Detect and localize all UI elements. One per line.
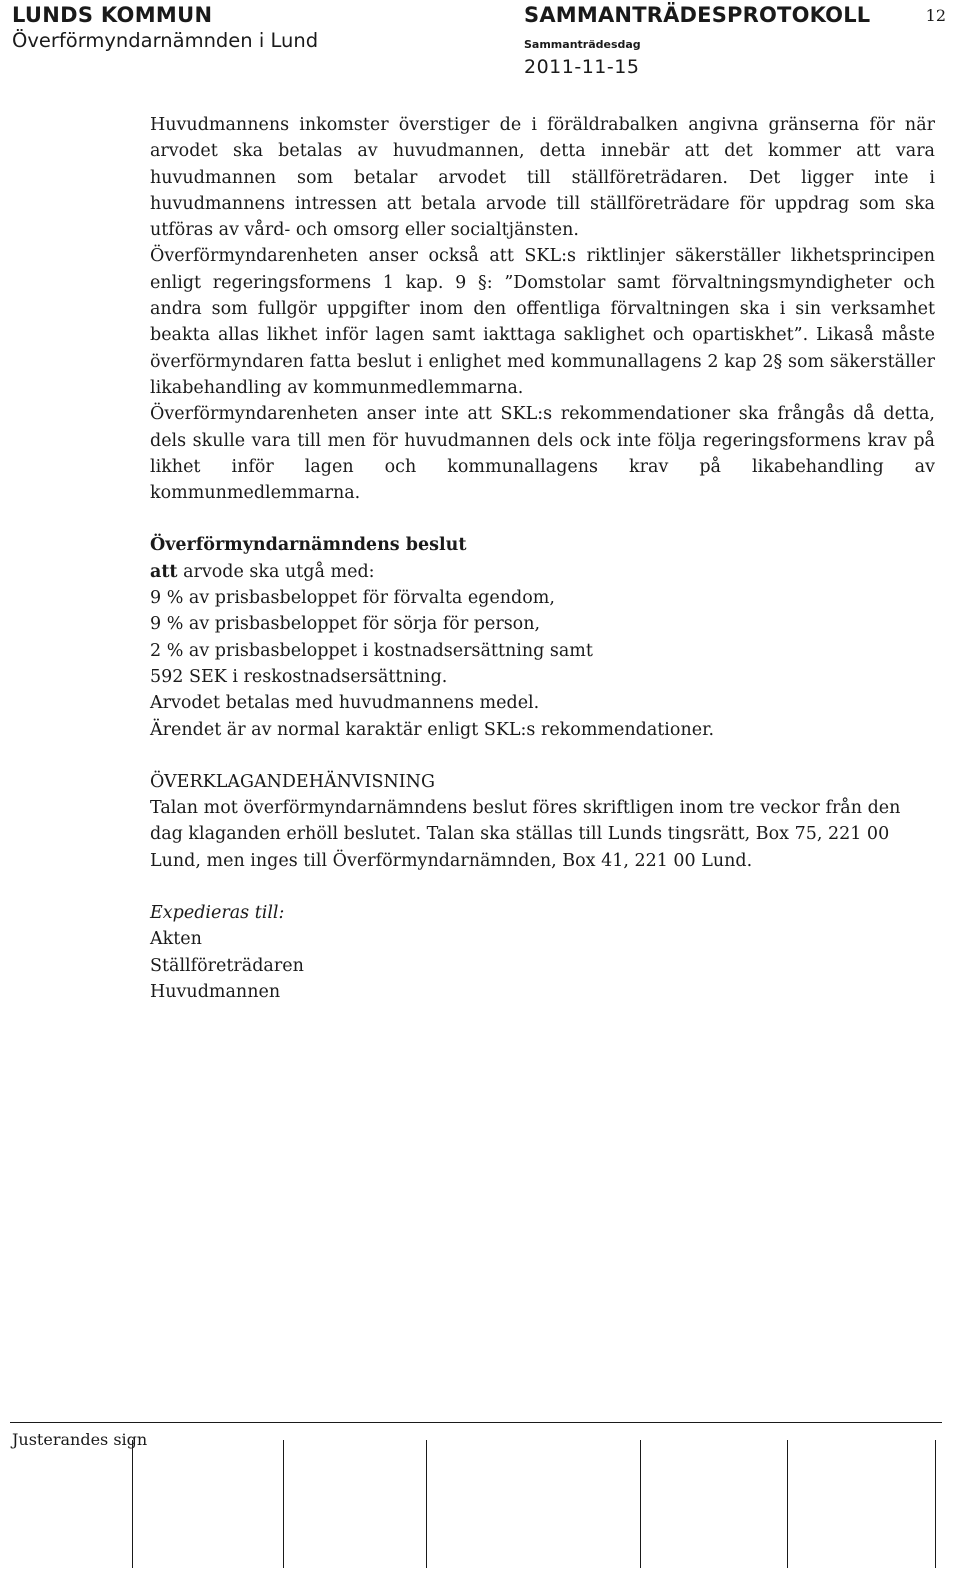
distribution-label: Expedieras till: <box>150 903 285 924</box>
spacer <box>150 874 935 900</box>
document-type: SAMMANTRÄDESPROTOKOLL <box>524 3 871 27</box>
signature-label: Justerandes sign <box>12 1430 148 1449</box>
meeting-date-label: Sammanträdesdag <box>524 38 641 51</box>
att-text: arvode ska utgå med: <box>177 561 375 582</box>
att-keyword: att <box>150 561 178 582</box>
signature-box-divider <box>283 1440 284 1568</box>
distribution-recipient: Akten <box>150 929 202 950</box>
decision-nature: Ärendet är av normal karaktär enligt SKL:s rekommendationer. <box>150 719 715 740</box>
signature-box-divider <box>787 1440 788 1568</box>
decision-item: 9 % av prisbasbeloppet för sörja för person, <box>150 614 541 635</box>
distribution-recipient: Ställföreträdaren <box>150 955 304 976</box>
decision-att-line <box>150 559 935 585</box>
footer-rule <box>10 1422 942 1423</box>
paragraph-income: Huvudmannens inkomster överstiger de i föräldrabalken angivna gränserna för när arvodet ska betalas av huvudmannen, detta innebär att det kommer att vara huvudmannen som betalar arvodet till ställföreträdaren. Det ligger inte i huvudmannens intressen att betala arvode till ställföreträdare för uppdrag som ska utföras av vård- och omsorg eller socialtjänsten. <box>150 115 935 241</box>
signature-box-divider <box>132 1440 133 1568</box>
decision-item: 592 SEK i reskostnadsersättning. <box>150 666 448 687</box>
protocol-body <box>150 112 935 1005</box>
decision-heading: Överförmyndarnämndens beslut <box>150 535 467 556</box>
decision-item: 2 % av prisbasbeloppet i kostnadsersättning samt <box>150 640 593 661</box>
page-number: 12 <box>925 6 946 25</box>
meeting-date: 2011-11-15 <box>524 56 640 78</box>
signature-box-divider <box>426 1440 427 1568</box>
distribution-recipient: Huvudmannen <box>150 981 281 1002</box>
department-name: Överförmyndarnämnden i Lund <box>12 29 319 52</box>
spacer <box>150 743 935 769</box>
organization-name: LUNDS KOMMUN <box>12 3 213 27</box>
paragraph-skl-guidelines: Överförmyndarenheten anser också att SKL:s riktlinjer säkerställer likhetsprincipen enligt regeringsformens 1 kap. 9 §: ”Domstolar samt förvaltningsmyndigheter och andra som fullgör uppgifter inom den offentliga förvaltningen ska i sin verksamhet beakta allas likhet inför lagen samt iakttaga saklighet och opartiskhet”. Likaså måste överförmyndaren fatta beslut i enlighet med kommunallagens 2 kap 2§ som säkerställer likabehandling av kommunmedlemmarna. <box>150 246 935 398</box>
appeal-text: Talan mot överförmyndarnämndens beslut föres skriftligen inom tre veckor från den dag klaganden erhöll beslutet. Talan ska ställas till Lunds tingsrätt, Box 75, 221 00 Lund, men inges till Överförmyndarnämnden, Box 41, 221 00 Lund. <box>150 798 901 871</box>
paragraph-recommendation: Överförmyndarenheten anser inte att SKL:s rekommendationer ska frångås då detta, dels skulle vara till men för huvudmannen dels ock inte följa regeringsformens krav på likhet inför lagen och kommunallagens krav på likabehandling av kommunmedlemmarna. <box>150 404 935 504</box>
spacer <box>150 506 935 532</box>
header-left <box>12 2 318 54</box>
header-center <box>524 2 870 79</box>
signature-box-divider <box>935 1440 936 1568</box>
signature-box-divider <box>640 1440 641 1568</box>
appeal-heading: ÖVERKLAGANDEHÄNVISNING <box>150 771 435 792</box>
decision-payment: Arvodet betalas med huvudmannens medel. <box>150 693 540 714</box>
decision-item: 9 % av prisbasbeloppet för förvalta egendom, <box>150 588 555 609</box>
